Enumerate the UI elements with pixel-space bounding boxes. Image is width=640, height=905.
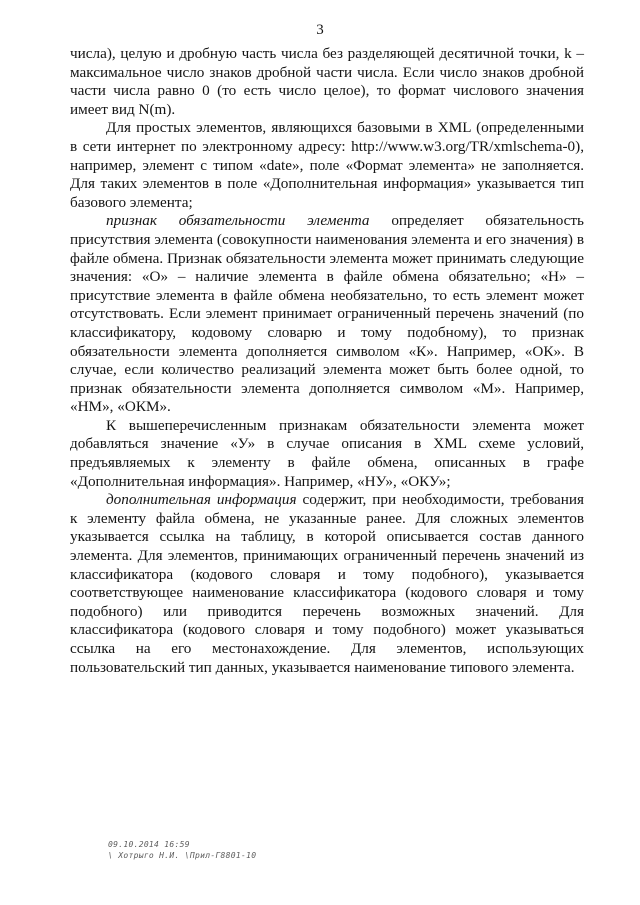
paragraph-number-format xyxy=(70,45,584,119)
page-number: 3 xyxy=(316,22,324,38)
paragraph-text: числа), целую и дробную часть числа без разделяющей десятичной точки, k – максимальное число знаков дробной части числа. Если число знаков дробной части числа равно 0 (то есть число целое), то формат числового значения имеет вид N(m). xyxy=(70,45,584,118)
paragraph-text: определяет обязательность присутствия элемента (совокупности наименования элемента и его значения) в файле обмена. Признак обязательности элемента может принимать следующие значения: «О» – наличие элемента в файле обмена обязательно; «Н» – присутствие элемента в файле обмена необязательно, то есть элемент может отсутствовать. Если элемент принимает ограниченный перечень значений (по классификатору, кодовому словарю и тому подобному), то признак обязательности элемента дополняется символом «К». Например, «ОК». В случае, если количество реализаций элемента может быть более одной, то признак обязательности элемента дополняется символом «М». Например, «НМ», «ОКМ». xyxy=(70,212,584,416)
paragraph-text: К вышеперечисленным признакам обязательности элемента может добавляться значение «У» в случае описания в XML схеме условий, предъявляемых к элементу в файле обмена, описанных в графе «Дополнительная информация». Например, «НУ», «ОКУ»; xyxy=(70,416,584,490)
term-additional-info: дополнительная информация xyxy=(106,491,297,509)
paragraph-additional-info xyxy=(70,491,584,677)
footer-timestamp: 09.10.2014 16:59 xyxy=(108,840,190,849)
footer-document-id: \ Хотрыго Н.И. \Прил-Г8801-10 xyxy=(108,851,257,860)
document-body xyxy=(70,45,584,677)
footer-stamp xyxy=(108,839,256,861)
paragraph-text: содержит, при необходимости, требования к элементу файла обмена, не указанные ранее. Для сложных элементов указывается ссылка на таблицу, в которой описывается состав данного элемента. Для элементов, принимающих ограниченный перечень значений из классификатора (кодового словаря и тому подобного), указывается соответствующее наименование классификатора (кодового словаря и тому подобного) или приводится перечень возможных значений. Для классификатора (кодового словаря и тому подобного) может указываться ссылка на его местонахождение. Для элементов, использующих пользовательский тип данных, указывается наименование типового элемента. xyxy=(70,491,584,676)
term-mandatory-flag: признак обязательности элемента xyxy=(106,212,370,230)
paragraph-mandatory-flag xyxy=(70,212,584,417)
paragraph-condition-flag xyxy=(70,417,584,491)
paragraph-simple-elements xyxy=(70,119,584,212)
paragraph-text: Для простых элементов, являющихся базовыми в XML (определенными в сети интернет по электронному адресу: http://www.w3.org/TR/xmlschema-0), например, элемент с типом «date», поле «Формат элемента» не заполняется. Для таких элементов в поле «Дополнительная информация» указывается тип базового элемента; xyxy=(70,119,584,211)
